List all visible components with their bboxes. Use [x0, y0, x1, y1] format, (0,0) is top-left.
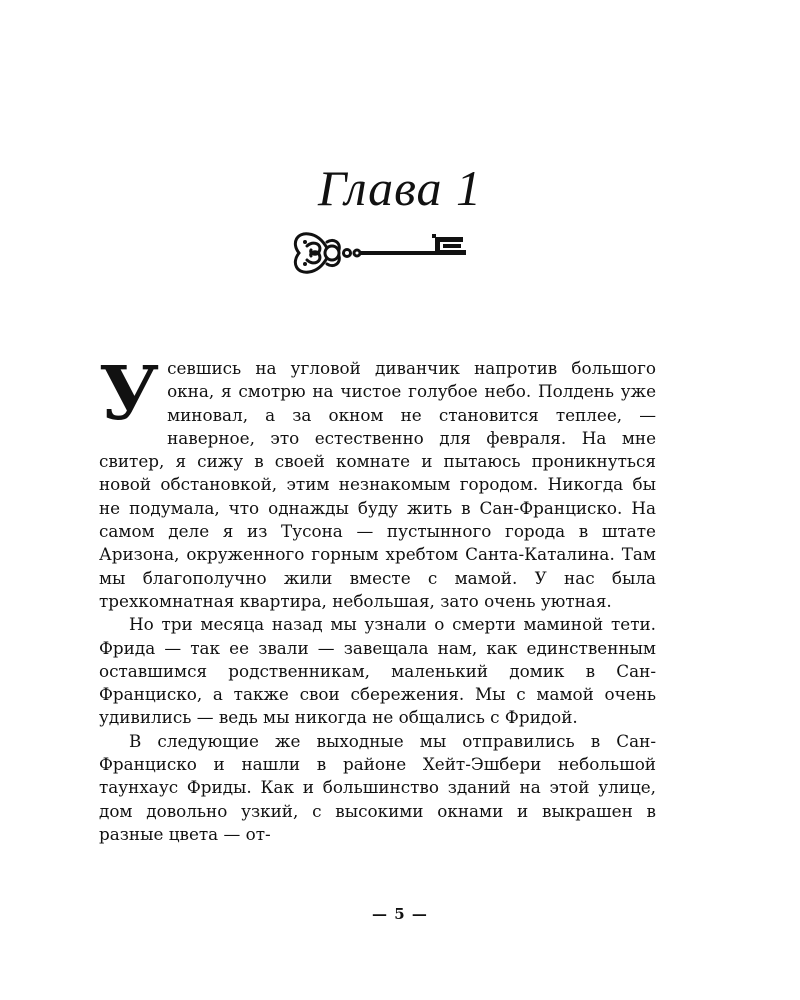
skeleton-key-icon	[287, 228, 477, 278]
body-text	[99, 351, 656, 846]
paragraph: В следующие же выходные мы отправились в Сан-Франциско и нашли в районе Хейт-Эшбери небольшой таунхаус Фриды. Как и большинство зданий на этой улице, дом довольно узкий, с высокими окнами и выкрашен в разные цвета — от-	[99, 730, 656, 844]
paragraph: Но три месяца назад мы узнали о смерти маминой тети. Фрида — так ее звали — завещала нам, как единственным оставшимся родственникам, маленький домик в Сан-Франциско, а также свои сбережения. Мы с мамой очень удивились — ведь мы никогда не общались с Фридой.	[99, 614, 656, 728]
paragraph-text: севшись на угловой диванчик напротив большого окна, я смотрю на чистое голубое небо. Полдень уже миновал, а за окном не становится теплее, — наверное, это естественно для февраля. На мне свитер, я сижу в своей комнате и пытаюсь проникнуться новой обстановкой, этим незнакомым городом. Никогда бы не подумала, что однажды буду жить в Сан-Франциско. На самом деле я из Тусона — пустынного города в штате Аризона, окруженного горным хребтом Санта-Каталина. Там мы благополучно жили вместе с мамой. У нас была трехкомнатная квартира, небольшая, зато очень уютная.	[99, 358, 656, 611]
chapter-title: Глава 1	[317, 160, 483, 216]
paragraph	[99, 351, 656, 613]
drop-cap: У	[99, 351, 160, 437]
page-number: — 5 —	[372, 905, 428, 923]
